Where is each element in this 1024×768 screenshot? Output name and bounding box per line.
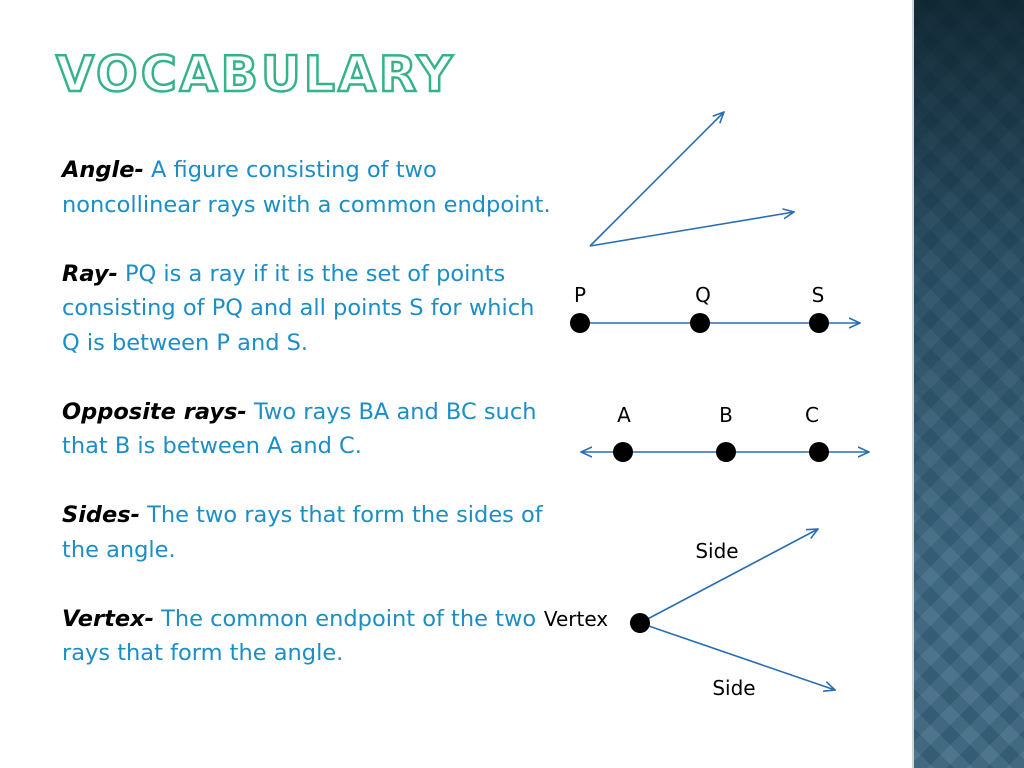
definition-text: Two rays BA and BC such that B is between A and C. bbox=[62, 398, 537, 459]
angle-ray-lower bbox=[590, 212, 794, 246]
point-q bbox=[690, 313, 710, 333]
definition-text: A figure consisting of two noncollinear rays with a common endpoint. bbox=[62, 157, 551, 218]
angle-parts-diagram bbox=[544, 529, 835, 700]
label-vertex: Vertex bbox=[543, 607, 609, 631]
term-label: Ray- bbox=[62, 260, 118, 287]
definition-text: The two rays that form the sides of the angle. bbox=[62, 502, 543, 563]
term-label: Sides- bbox=[62, 502, 141, 528]
label-s: S bbox=[811, 283, 825, 307]
point-c bbox=[809, 442, 829, 462]
point-b bbox=[716, 442, 736, 462]
slide-title: VOCABULARY bbox=[56, 46, 456, 103]
angle-diagram bbox=[590, 112, 794, 246]
definition-text: The common endpoint of the two rays that form the angle. bbox=[62, 605, 537, 666]
point-s bbox=[809, 313, 829, 333]
label-side-bottom: Side bbox=[712, 676, 756, 700]
ray-diagram bbox=[570, 283, 860, 333]
label-c: C bbox=[805, 403, 819, 427]
term-label: Opposite rays- bbox=[62, 398, 247, 425]
label-side-top: Side bbox=[695, 539, 739, 563]
label-a: A bbox=[617, 403, 631, 427]
term-label: Angle- bbox=[62, 157, 144, 183]
opposite-rays-diagram bbox=[581, 403, 869, 462]
definition-text: PQ is a ray if it is the set of points consisting of PQ and all points S for which Q is between P and S. bbox=[62, 260, 535, 356]
label-b: B bbox=[719, 403, 733, 427]
term-label: Vertex- bbox=[62, 605, 154, 632]
point-a bbox=[613, 442, 633, 462]
label-p: P bbox=[573, 283, 587, 307]
label-q: Q bbox=[695, 283, 711, 307]
point-p bbox=[570, 313, 590, 333]
vertex-point bbox=[630, 613, 650, 633]
decorative-sidebar bbox=[912, 0, 1024, 768]
angle-ray-upper bbox=[590, 112, 724, 246]
